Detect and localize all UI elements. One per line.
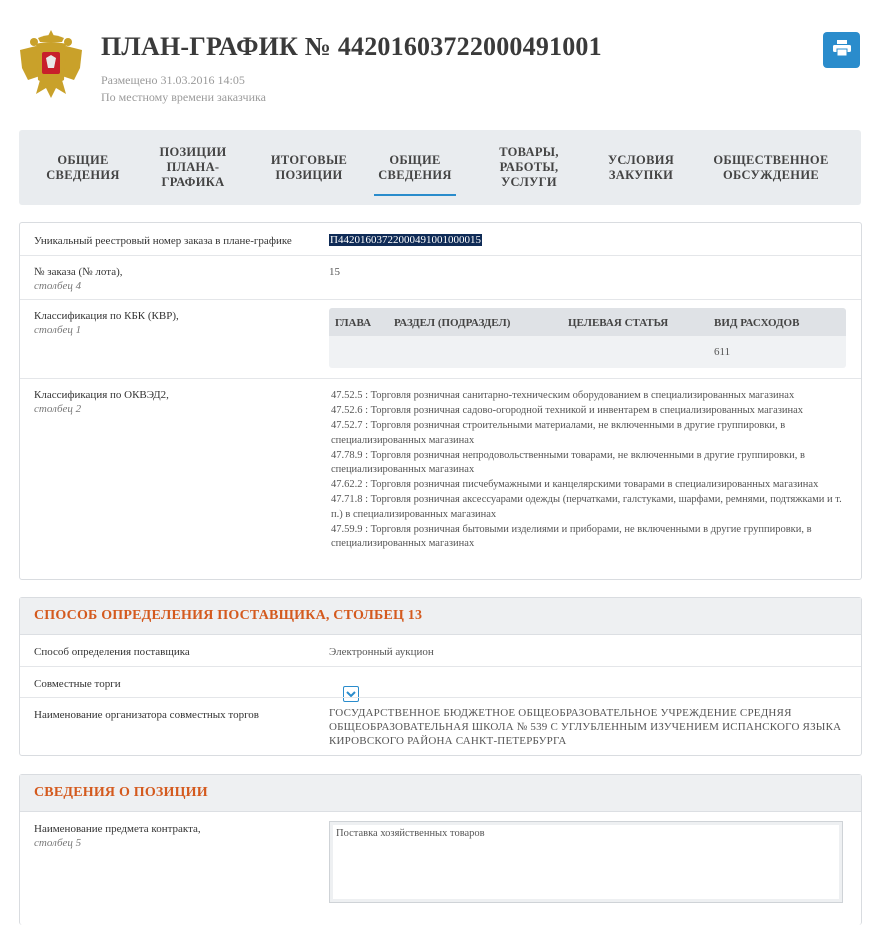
subject-textarea[interactable]: [329, 821, 843, 903]
supplier-panel: [19, 597, 862, 756]
okved-list: [331, 389, 851, 552]
position-section-header: [20, 775, 861, 812]
published-date: Размещено 31.03.2016 14:05: [101, 73, 245, 87]
timezone-note: По местному времени заказчика: [101, 90, 266, 104]
joint-row: [20, 666, 861, 698]
subject-label: Наименование предмета контракта, столбец 5: [34, 823, 201, 849]
reg-number-label: Уникальный реестровый номер заказа в плане-графике: [34, 235, 292, 247]
kbk-col-section: РАЗДЕЛ (ПОДРАЗДЕЛ): [394, 317, 511, 329]
kbk-row: [20, 299, 861, 379]
position-panel: [19, 774, 862, 925]
kbk-table-header: [329, 308, 846, 336]
reg-number-row: [20, 223, 861, 255]
reg-number-value: П44201603722000491001000015: [330, 234, 481, 246]
supplier-section-title: СПОСОБ ОПРЕДЕЛЕНИЯ ПОСТАВЩИКА, СТОЛБЕЦ 13: [34, 608, 423, 623]
tab-general-info[interactable]: ОБЩИЕ СВЕДЕНИЯ: [46, 152, 120, 182]
info-panel: [19, 222, 862, 580]
printer-icon: [833, 40, 851, 61]
kbk-col-target: ЦЕЛЕВАЯ СТАТЬЯ: [568, 317, 669, 329]
page-title: ПЛАН-ГРАФИК № 44201603722000491001: [101, 32, 602, 61]
joint-label: Совместные торги: [34, 678, 121, 690]
organizer-value: ГОСУДАРСТВЕННОЕ БЮДЖЕТНОЕ ОБЩЕОБРАЗОВАТЕЛЬНОЕ УЧРЕЖДЕНИЕ СРЕДНЯЯ ОБЩЕОБРАЗОВАТЕЛЬНАЯ ШКОЛА № 539 С УГЛУБЛЕННЫМ ИЗУЧЕНИЕМ ИСПАНСКОГО ЯЗЫКА КИРОВСКОГО РАЙОНА САНКТ-ПЕТЕРБУРГА: [329, 707, 842, 747]
tab-purchase-conditions[interactable]: УСЛОВИЯ ЗАКУПКИ: [607, 152, 675, 182]
method-label: Способ определения поставщика: [34, 646, 190, 658]
okved-item: 47.78.9 : Торговля розничная непродовольственными товарами, не включенными в другие группировки, в специализированных магазинах: [331, 449, 805, 475]
okved-item: 47.52.6 : Торговля розничная садово-огородной техникой и инвентарем в специализированных магазинах: [331, 405, 804, 416]
okved-item: 47.59.9 : Торговля розничная бытовыми изделиями и приборами, не включенными в другие группировки, в специализированных магазинах: [331, 523, 812, 549]
method-value: Электронный аукцион: [329, 646, 434, 658]
method-row: [20, 635, 861, 666]
print-button[interactable]: [823, 32, 860, 68]
okved-row: [20, 378, 861, 579]
kbk-label: Классификация по КБК (КВР), столбец 1: [34, 310, 179, 336]
okved-label: Классификация по ОКВЭД2, столбец 2: [34, 389, 169, 415]
tab-general-info-active[interactable]: ОБЩИЕ СВЕДЕНИЯ: [368, 130, 462, 205]
tab-goods-works-services[interactable]: ТОВАРЫ, РАБОТЫ, УСЛУГИ: [499, 145, 559, 189]
okved-item: 47.62.2 : Торговля розничная писчебумажными и канцелярскими товарами в специализированных магазинах: [331, 479, 819, 490]
order-number-row: [20, 255, 861, 300]
tab-bar: [19, 130, 861, 205]
kbk-col-chapter: ГЛАВА: [335, 317, 372, 329]
organizer-label: Наименование организатора совместных торгов: [34, 709, 260, 721]
order-number-value: 15: [329, 266, 340, 278]
tab-total-positions[interactable]: ИТОГОВЫЕ ПОЗИЦИИ: [270, 152, 348, 182]
okved-item: 47.71.8 : Торговля розничная аксессуарами одежды (перчатками, галстуками, шарфами, ремнями, подтяжками и т. п.) в специализированных магазинах: [331, 494, 842, 520]
kbk-col-expense: ВИД РАСХОДОВ: [714, 317, 800, 329]
kbk-cell-expense: 611: [714, 346, 731, 358]
tab-plan-positions[interactable]: ПОЗИЦИИ ПЛАНА- ГРАФИКА: [159, 145, 227, 189]
position-section-title: СВЕДЕНИЯ О ПОЗИЦИИ: [34, 785, 208, 800]
okved-item: 47.52.7 : Торговля розничная строительными материалами, не включенными в другие группировки, в специализированных магазинах: [331, 420, 786, 446]
kbk-table-row: [329, 336, 846, 368]
okved-item: 47.52.5 : Торговля розничная санитарно-техническим оборудованием в специализированных магазинах: [331, 390, 795, 401]
supplier-section-header: [20, 598, 861, 635]
tab-public-discussion[interactable]: ОБЩЕСТВЕННОЕ ОБСУЖДЕНИЕ: [713, 152, 829, 182]
order-number-label: № заказа (№ лота), столбец 4: [34, 266, 123, 292]
coat-of-arms-icon: [18, 28, 84, 100]
